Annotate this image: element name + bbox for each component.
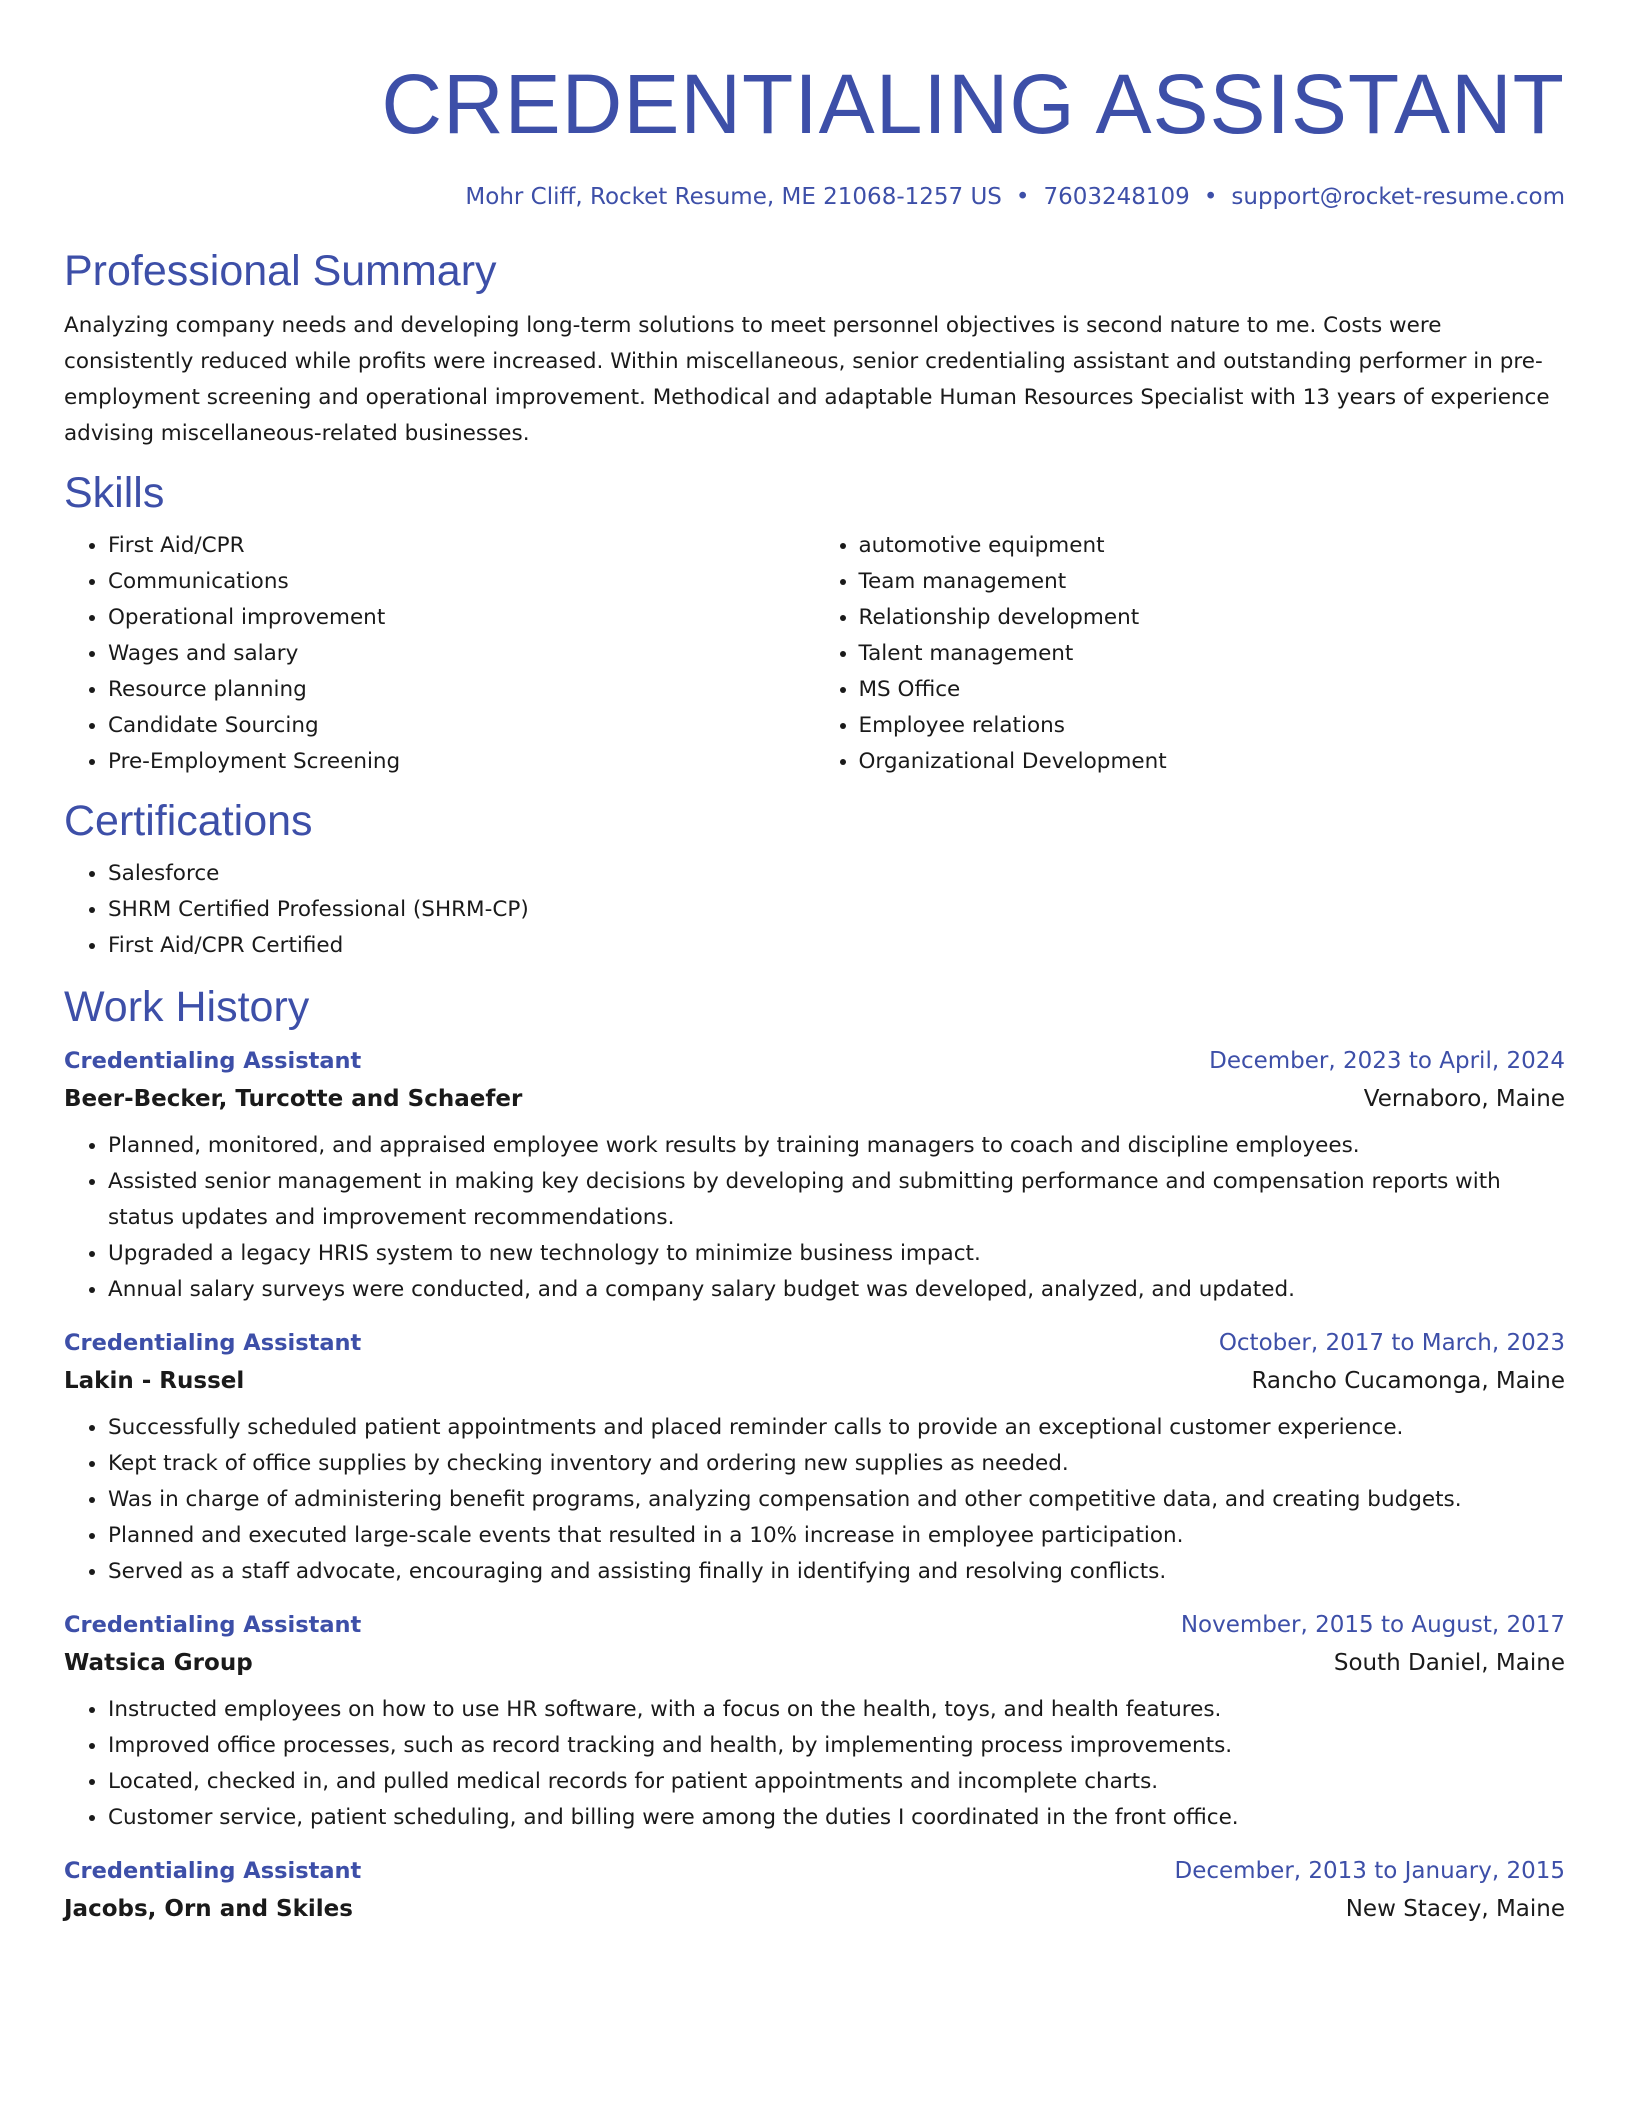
certifications-list [64, 856, 1565, 964]
contact-line [64, 180, 1565, 214]
job-location: South Daniel, Maine [1333, 1650, 1565, 1676]
job-bullet: • Was in charge of administering benefit programs, analyzing compensation and other competitive data, and creating budgets. [108, 1482, 1565, 1518]
job-entry [64, 1852, 1565, 1928]
work-history-heading: Work History [64, 983, 310, 1031]
skill-item: • automotive equipment [859, 528, 1566, 564]
job-bullet: • Improved office processes, such as record tracking and health, by implementing process improvements. [108, 1728, 1565, 1764]
skill-item: • Talent management [859, 636, 1566, 672]
job-dates: October, 2017 to March, 2023 [1218, 1330, 1565, 1356]
skill-item: • MS Office [859, 672, 1566, 708]
contact-email: support@rocket-resume.com [1231, 184, 1565, 210]
certification-item: • First Aid/CPR Certified [108, 928, 1565, 964]
contact-separator: • [1203, 184, 1218, 210]
skill-item: • Relationship development [859, 600, 1566, 636]
contact-address: Mohr Cliff, Rocket Resume, ME 21068-1257 US [465, 184, 1002, 210]
contact-phone: 7603248109 [1043, 184, 1190, 210]
job-bullet: • Upgraded a legacy HRIS system to new technology to minimize business impact. [108, 1236, 1565, 1272]
skill-item: • Operational improvement [108, 600, 815, 636]
job-location: Vernaboro, Maine [1363, 1086, 1565, 1112]
job-entry [64, 1606, 1565, 1836]
resume-page [64, 0, 1565, 1928]
job-company-row [64, 1890, 1565, 1928]
job-title-row [64, 1852, 1565, 1890]
job-bullet: • Assisted senior management in making key decisions by developing and submitting performance and compensation reports with status updates and improvement recommendations. [108, 1164, 1565, 1236]
job-dates: November, 2015 to August, 2017 [1180, 1612, 1565, 1638]
skills-list-left [64, 528, 815, 780]
certification-item: • SHRM Certified Professional (SHRM-CP) [108, 892, 1565, 928]
job-entry [64, 1042, 1565, 1308]
skill-item: • Candidate Sourcing [108, 708, 815, 744]
job-bullets [64, 1128, 1565, 1308]
job-bullet: • Successfully scheduled patient appointments and placed reminder calls to provide an exceptional customer experience. [108, 1410, 1565, 1446]
resume-title: CREDENTIALING ASSISTANT [381, 57, 1565, 151]
job-title: Credentialing Assistant [64, 1048, 362, 1074]
skill-item: • First Aid/CPR [108, 528, 815, 564]
job-bullet: • Instructed employees on how to use HR software, with a focus on the health, toys, and health features. [108, 1692, 1565, 1728]
job-bullet: • Planned, monitored, and appraised employee work results by training managers to coach and discipline employees. [108, 1128, 1565, 1164]
skills-heading: Skills [64, 469, 165, 517]
job-dates: December, 2023 to April, 2024 [1209, 1048, 1565, 1074]
skills-columns [64, 528, 1565, 780]
certifications-heading: Certifications [64, 797, 313, 845]
skill-item: • Pre-Employment Screening [108, 744, 815, 780]
job-company-row [64, 1362, 1565, 1400]
skill-item: • Wages and salary [108, 636, 815, 672]
job-entry [64, 1324, 1565, 1590]
job-title: Credentialing Assistant [64, 1330, 362, 1356]
job-title-row [64, 1042, 1565, 1080]
job-company: Lakin - Russel [64, 1368, 245, 1394]
job-title-row [64, 1324, 1565, 1362]
skill-item: • Team management [859, 564, 1566, 600]
job-bullets [64, 1692, 1565, 1836]
job-title: Credentialing Assistant [64, 1858, 362, 1884]
job-bullet: • Annual salary surveys were conducted, and a company salary budget was developed, analyzed, and updated. [108, 1272, 1565, 1308]
job-title: Credentialing Assistant [64, 1612, 362, 1638]
job-location: New Stacey, Maine [1345, 1896, 1565, 1922]
job-company-row [64, 1644, 1565, 1682]
job-dates: December, 2013 to January, 2015 [1174, 1858, 1565, 1884]
job-bullet: • Kept track of office supplies by checking inventory and ordering new supplies as needed. [108, 1446, 1565, 1482]
summary-text: Analyzing company needs and developing long-term solutions to meet personnel objectives is second nature to me. Costs were consistently reduced while profits were increased. Within miscellaneous, senior credentialing assistant and outstanding performer in pre-employment screening and operational improvement. Methodical and adaptable Human Resources Specialist with 13 years of experience advising miscellaneous-related businesses. [64, 313, 1550, 446]
job-company: Jacobs, Orn and Skiles [64, 1896, 353, 1922]
contact-separator: • [1015, 184, 1030, 210]
job-bullet: • Located, checked in, and pulled medical records for patient appointments and incomplete charts. [108, 1764, 1565, 1800]
certification-item: • Salesforce [108, 856, 1565, 892]
resume-header [64, 0, 1565, 214]
skill-item: • Resource planning [108, 672, 815, 708]
job-bullet: • Planned and executed large-scale events that resulted in a 10% increase in employee participation. [108, 1518, 1565, 1554]
job-title-row [64, 1606, 1565, 1644]
job-bullet: • Customer service, patient scheduling, and billing were among the duties I coordinated in the front office. [108, 1800, 1565, 1836]
skill-item: • Organizational Development [859, 744, 1566, 780]
job-bullet: • Served as a staff advocate, encouraging and assisting finally in identifying and resolving conflicts. [108, 1554, 1565, 1590]
job-company: Beer-Becker, Turcotte and Schaefer [64, 1086, 523, 1112]
skill-item: • Employee relations [859, 708, 1566, 744]
job-company-row [64, 1080, 1565, 1118]
skill-item: • Communications [108, 564, 815, 600]
job-location: Rancho Cucamonga, Maine [1251, 1368, 1565, 1394]
skills-list-right [815, 528, 1566, 780]
summary-heading: Professional Summary [64, 247, 497, 295]
job-bullets [64, 1410, 1565, 1590]
job-company: Watsica Group [64, 1650, 253, 1676]
